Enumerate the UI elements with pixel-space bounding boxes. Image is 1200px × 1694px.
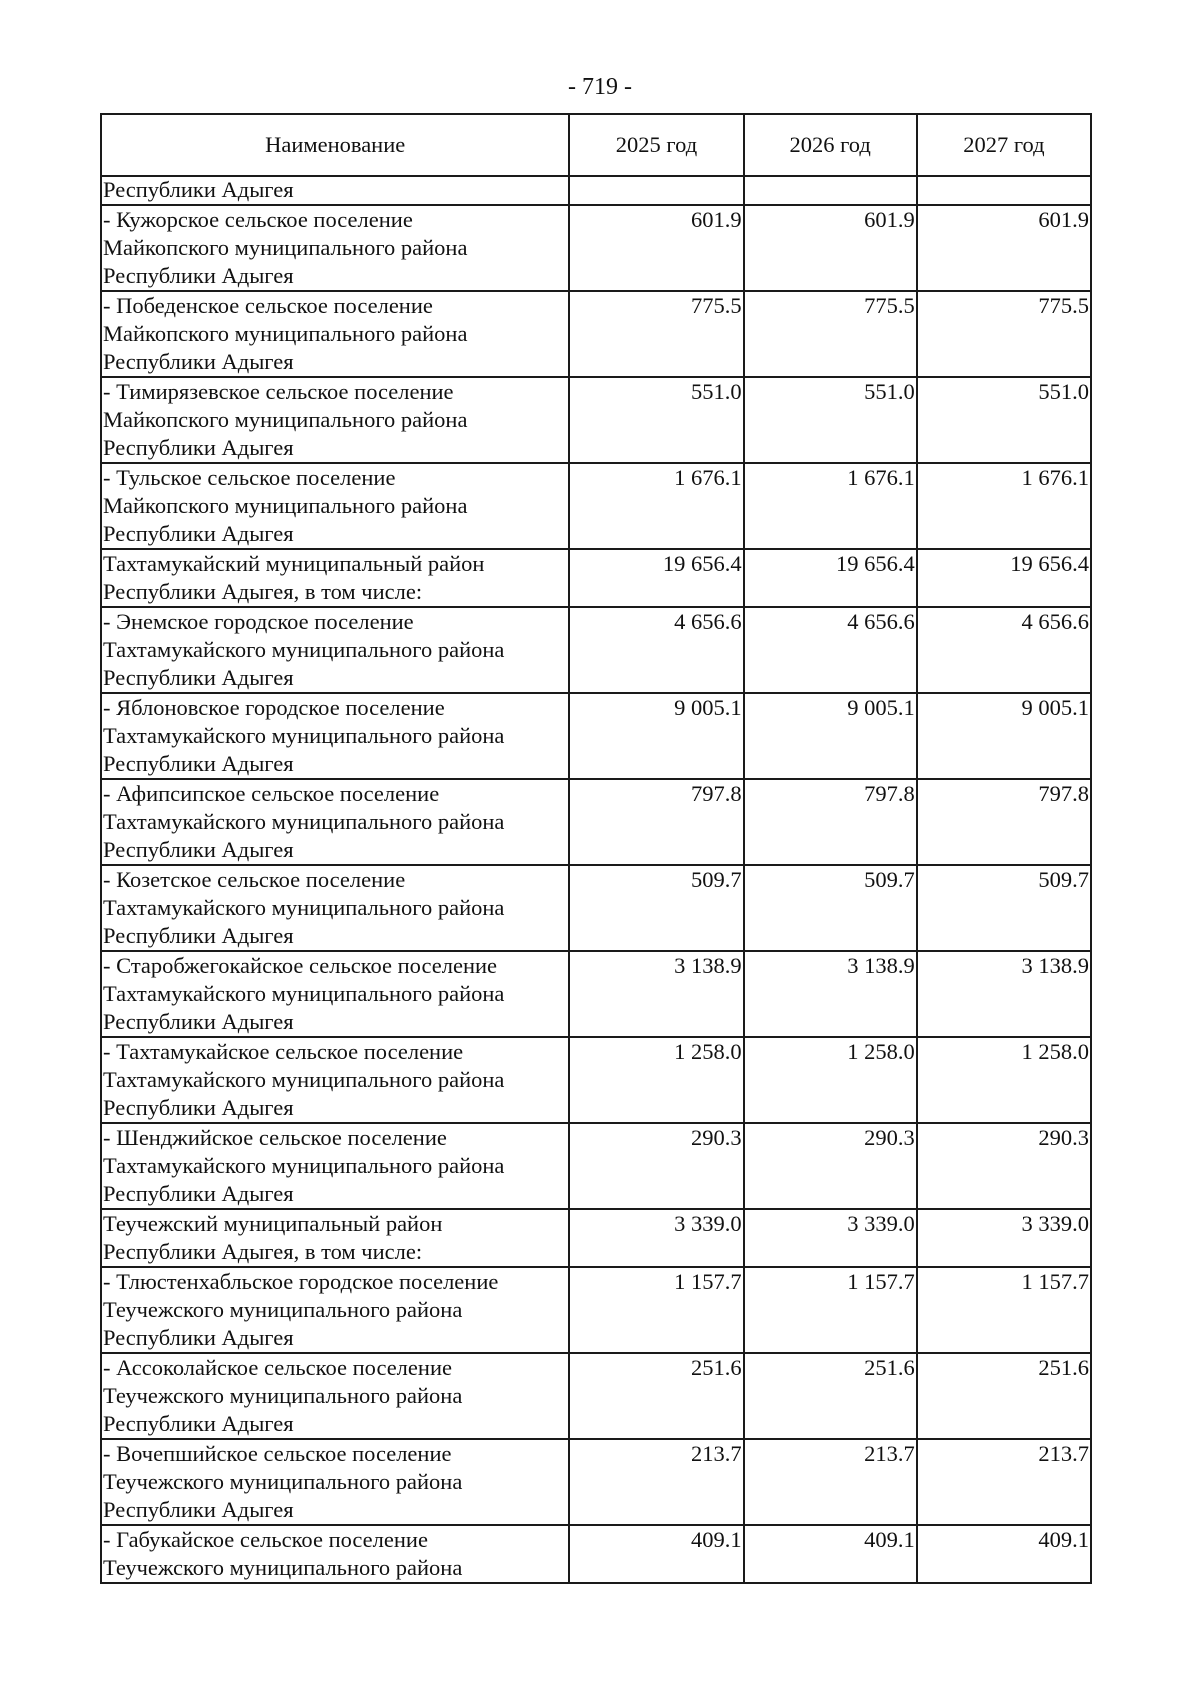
value-cell-2026: 3 138.9 [744,951,917,1037]
row-name-line: Теучежского муниципального района [103,1383,463,1408]
value-cell-2027: 9 005.1 [917,693,1091,779]
value-cell-2026: 1 258.0 [744,1037,917,1123]
row-name-line: - Ассоколайское сельское поселение [103,1355,452,1380]
value-cell-2025: 551.0 [569,377,743,463]
value-cell-2026: 4 656.6 [744,607,917,693]
row-name-line: - Яблоновское городское поселение [103,695,445,720]
row-name-line: Республики Адыгея [103,349,294,374]
row-name-line: Теучежского муниципального района [103,1555,463,1580]
row-name-line: - Афипсипское сельское поселение [103,781,440,806]
table-row [101,176,1091,205]
value-cell-2027: 251.6 [917,1353,1091,1439]
row-name-cell [101,1209,569,1267]
value-cell-2025: 1 676.1 [569,463,743,549]
value-cell-2026: 213.7 [744,1439,917,1525]
table-row [101,1439,1091,1525]
row-name-cell [101,1439,569,1525]
row-name-line: Республики Адыгея [103,521,294,546]
row-name-line: - Старобжегокайское сельское поселение [103,953,498,978]
row-name-line: Тахтамукайского муниципального района [103,637,505,662]
value-cell-2026: 19 656.4 [744,549,917,607]
table-row [101,1209,1091,1267]
value-cell-2027: 775.5 [917,291,1091,377]
row-name-line: Республики Адыгея, в том числе: [103,579,423,604]
value-cell-2027: 601.9 [917,205,1091,291]
row-name-line: Республики Адыгея [103,1181,294,1206]
header-2025: 2025 год [569,114,743,176]
value-cell-2025: 213.7 [569,1439,743,1525]
page-number: - 719 - [568,74,632,100]
row-name-line: Республики Адыгея [103,1411,294,1436]
value-cell-2025: 3 339.0 [569,1209,743,1267]
value-cell-2026: 1 676.1 [744,463,917,549]
value-cell-2026: 409.1 [744,1525,917,1583]
row-name-line: Тахтамукайского муниципального района [103,809,505,834]
table-row [101,1123,1091,1209]
table-header-row [101,114,1091,176]
value-cell-2026: 601.9 [744,205,917,291]
value-cell-2027 [917,176,1091,205]
value-cell-2026: 3 339.0 [744,1209,917,1267]
row-name-line: Майкопского муниципального района [103,321,468,346]
row-name-line: Республики Адыгея [103,1497,294,1522]
value-cell-2027: 290.3 [917,1123,1091,1209]
value-cell-2025: 19 656.4 [569,549,743,607]
value-cell-2025: 290.3 [569,1123,743,1209]
value-cell-2027: 3 138.9 [917,951,1091,1037]
value-cell-2027: 3 339.0 [917,1209,1091,1267]
table-row [101,779,1091,865]
row-name-line: Республики Адыгея [103,665,294,690]
row-name-cell [101,779,569,865]
row-name-line: - Победенское сельское поселение [103,293,433,318]
value-cell-2026: 251.6 [744,1353,917,1439]
header-2027: 2027 год [917,114,1091,176]
value-cell-2025: 409.1 [569,1525,743,1583]
table-row [101,1525,1091,1583]
row-name-line: Майкопского муниципального района [103,407,468,432]
row-name-line: Республики Адыгея [103,435,294,460]
table-row [101,693,1091,779]
row-name-line: Республики Адыгея [103,263,294,288]
value-cell-2027: 409.1 [917,1525,1091,1583]
table-row [101,607,1091,693]
row-name-line: Тахтамукайского муниципального района [103,1067,505,1092]
header-2026: 2026 год [744,114,917,176]
row-name-line: Республики Адыгея [103,177,294,202]
row-name-line: - Козетское сельское поселение [103,867,406,892]
row-name-line: Республики Адыгея, в том числе: [103,1239,423,1264]
table-row [101,205,1091,291]
value-cell-2027: 1 258.0 [917,1037,1091,1123]
row-name-cell [101,607,569,693]
value-cell-2025: 1 258.0 [569,1037,743,1123]
row-name-line: Республики Адыгея [103,1325,294,1350]
row-name-cell [101,693,569,779]
row-name-cell [101,1123,569,1209]
value-cell-2025: 509.7 [569,865,743,951]
table-row [101,291,1091,377]
row-name-cell [101,1037,569,1123]
row-name-cell [101,1267,569,1353]
row-name-cell [101,291,569,377]
row-name-line: Тахтамукайского муниципального района [103,1153,505,1178]
row-name-line: - Шенджийское сельское поселение [103,1125,447,1150]
row-name-cell [101,549,569,607]
value-cell-2025: 1 157.7 [569,1267,743,1353]
row-name-cell [101,865,569,951]
value-cell-2026 [744,176,917,205]
value-cell-2025: 601.9 [569,205,743,291]
value-cell-2027: 4 656.6 [917,607,1091,693]
value-cell-2026: 290.3 [744,1123,917,1209]
row-name-line: Республики Адыгея [103,837,294,862]
value-cell-2026: 509.7 [744,865,917,951]
value-cell-2025: 3 138.9 [569,951,743,1037]
budget-table [100,113,1092,1584]
row-name-cell [101,1525,569,1583]
row-name-cell [101,463,569,549]
row-name-line: Теучежского муниципального района [103,1297,463,1322]
row-name-line: - Кужорское сельское поселение [103,207,413,232]
value-cell-2027: 19 656.4 [917,549,1091,607]
value-cell-2027: 551.0 [917,377,1091,463]
value-cell-2027: 797.8 [917,779,1091,865]
row-name-cell [101,377,569,463]
row-name-cell [101,951,569,1037]
row-name-line: - Энемское городское поселение [103,609,414,634]
table-row [101,463,1091,549]
value-cell-2025: 251.6 [569,1353,743,1439]
value-cell-2027: 509.7 [917,865,1091,951]
table-row [101,1037,1091,1123]
row-name-cell [101,176,569,205]
row-name-line: Майкопского муниципального района [103,235,468,260]
row-name-line: Тахтамукайского муниципального района [103,895,505,920]
row-name-line: - Тахтамукайское сельское поселение [103,1039,464,1064]
table-body [101,176,1091,1583]
row-name-line: Теучежский муниципальный район [103,1211,443,1236]
value-cell-2027: 1 676.1 [917,463,1091,549]
row-name-line: Теучежского муниципального района [103,1469,463,1494]
row-name-line: - Вочепшийское сельское поселение [103,1441,452,1466]
value-cell-2027: 213.7 [917,1439,1091,1525]
value-cell-2026: 797.8 [744,779,917,865]
row-name-line: Республики Адыгея [103,1009,294,1034]
table-row [101,865,1091,951]
table-row [101,377,1091,463]
value-cell-2026: 551.0 [744,377,917,463]
value-cell-2027: 1 157.7 [917,1267,1091,1353]
table-row [101,951,1091,1037]
header-name: Наименование [101,114,569,176]
row-name-line: Республики Адыгея [103,1095,294,1120]
row-name-line: Республики Адыгея [103,751,294,776]
table-row [101,1353,1091,1439]
value-cell-2025: 9 005.1 [569,693,743,779]
row-name-line: - Габукайское сельское поселение [103,1527,428,1552]
row-name-line: Тахтамукайского муниципального района [103,723,505,748]
row-name-line: - Тимирязевское сельское поселение [103,379,454,404]
row-name-line: - Тлюстенхабльское городское поселение [103,1269,499,1294]
row-name-line: Тахтамукайский муниципальный район [103,551,485,576]
value-cell-2025: 4 656.6 [569,607,743,693]
table-row [101,549,1091,607]
row-name-line: Майкопского муниципального района [103,493,468,518]
row-name-line: - Тульское сельское поселение [103,465,396,490]
row-name-cell [101,205,569,291]
value-cell-2025: 775.5 [569,291,743,377]
row-name-cell [101,1353,569,1439]
row-name-line: Республики Адыгея [103,923,294,948]
value-cell-2025: 797.8 [569,779,743,865]
value-cell-2026: 775.5 [744,291,917,377]
row-name-line: Тахтамукайского муниципального района [103,981,505,1006]
table-row [101,1267,1091,1353]
value-cell-2026: 9 005.1 [744,693,917,779]
value-cell-2026: 1 157.7 [744,1267,917,1353]
value-cell-2025 [569,176,743,205]
